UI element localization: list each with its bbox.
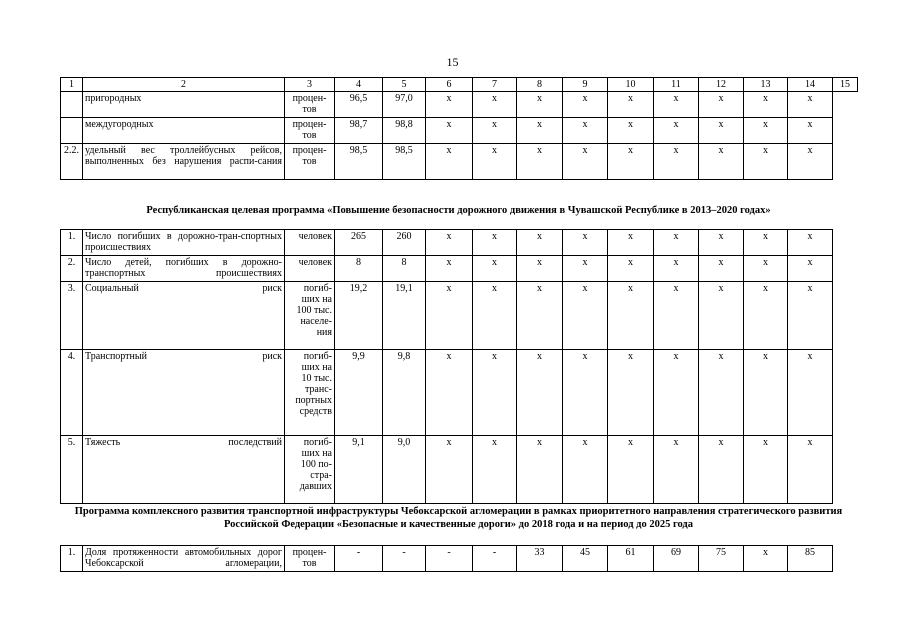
- value-cell: х: [608, 118, 654, 144]
- value-cell: х: [426, 144, 473, 180]
- value-cell: 98,8: [383, 118, 426, 144]
- value-cell: х: [654, 230, 699, 256]
- value-cell: 98,5: [335, 144, 383, 180]
- value-cell: х: [699, 256, 744, 282]
- value-cell: х: [473, 350, 517, 436]
- value-cell: 9,9: [335, 350, 383, 436]
- value-cell: х: [473, 436, 517, 504]
- value-cell: х: [608, 282, 654, 350]
- value-cell: х: [426, 230, 473, 256]
- indicator-name: Транспортный риск: [83, 350, 285, 436]
- value-cell: х: [473, 230, 517, 256]
- table-row: [61, 546, 858, 572]
- column-number: 2: [83, 78, 285, 92]
- column-number: 15: [833, 78, 858, 92]
- row-number: 1.: [61, 546, 83, 572]
- unit-cell: процен- тов: [285, 144, 335, 180]
- indicator-name: Число детей, погибших в дорожно-транспортных происшествиях: [83, 256, 285, 282]
- column-number: 9: [563, 78, 608, 92]
- value-cell: х: [608, 144, 654, 180]
- row-number: [61, 118, 83, 144]
- value-cell: 98,5: [383, 144, 426, 180]
- row-number: 2.: [61, 256, 83, 282]
- value-cell: х: [744, 546, 788, 572]
- value-cell: х: [563, 118, 608, 144]
- value-cell: х: [744, 436, 788, 504]
- unit-cell: погиб- ших на 100 тыс. населе- ния: [285, 282, 335, 350]
- value-cell: х: [744, 350, 788, 436]
- value-cell: 9,8: [383, 350, 426, 436]
- value-cell: х: [788, 436, 833, 504]
- value-cell: х: [517, 118, 563, 144]
- column-number: 5: [383, 78, 426, 92]
- value-cell: х: [608, 350, 654, 436]
- value-cell: х: [788, 118, 833, 144]
- value-cell: х: [788, 282, 833, 350]
- value-cell: х: [699, 230, 744, 256]
- column-number: 7: [473, 78, 517, 92]
- value-cell: х: [788, 256, 833, 282]
- table-row: [61, 350, 858, 436]
- value-cell: х: [473, 256, 517, 282]
- value-cell: х: [654, 436, 699, 504]
- value-cell: х: [608, 230, 654, 256]
- indicator-name: Социальный риск: [83, 282, 285, 350]
- value-cell: х: [473, 118, 517, 144]
- indicator-name: удельный вес троллейбусных рейсов, выполненных без нарушения распи-сания: [83, 144, 285, 180]
- value-cell: 260: [383, 230, 426, 256]
- value-cell: х: [744, 144, 788, 180]
- value-cell: 8: [335, 256, 383, 282]
- value-cell: х: [608, 436, 654, 504]
- value-cell: -: [426, 546, 473, 572]
- value-cell: 33: [517, 546, 563, 572]
- value-cell: х: [517, 230, 563, 256]
- value-cell: 19,2: [335, 282, 383, 350]
- value-cell: х: [744, 118, 788, 144]
- value-cell: х: [699, 118, 744, 144]
- value-cell: х: [563, 92, 608, 118]
- value-cell: х: [426, 282, 473, 350]
- value-cell: х: [563, 436, 608, 504]
- value-cell: х: [699, 144, 744, 180]
- value-cell: 19,1: [383, 282, 426, 350]
- column-number: 11: [654, 78, 699, 92]
- value-cell: х: [426, 256, 473, 282]
- section-title-road-safety: Республиканская целевая программа «Повышение безопасности дорожного движения в Чувашской Республике в 2013–2020 годах»: [146, 205, 771, 216]
- column-number: 12: [699, 78, 744, 92]
- value-cell: 45: [563, 546, 608, 572]
- row-number: [61, 92, 83, 118]
- unit-cell: процен- тов: [285, 546, 335, 572]
- value-cell: х: [426, 350, 473, 436]
- value-cell: х: [473, 92, 517, 118]
- value-cell: х: [744, 230, 788, 256]
- value-cell: х: [473, 144, 517, 180]
- unit-cell: человек: [285, 256, 335, 282]
- table-row: [61, 118, 858, 144]
- value-cell: х: [563, 230, 608, 256]
- value-cell: х: [517, 92, 563, 118]
- row-number: 4.: [61, 350, 83, 436]
- page-number: 15: [446, 55, 459, 69]
- value-cell: х: [654, 256, 699, 282]
- section-title-transport-infrastructure: Программа комплексного развития транспортной инфраструктуры Чебоксарской агломерации в рамках приоритетного направления стратегического развития Российской Федерации «Безопасные и качественные дороги» до 2018 года и на период до 2025 года: [74, 506, 843, 530]
- column-number: 8: [517, 78, 563, 92]
- value-cell: 9,1: [335, 436, 383, 504]
- value-cell: х: [699, 92, 744, 118]
- value-cell: -: [383, 546, 426, 572]
- value-cell: 9,0: [383, 436, 426, 504]
- column-number: 6: [426, 78, 473, 92]
- column-number: 1: [61, 78, 83, 92]
- table-row: [61, 436, 858, 504]
- unit-cell: процен- тов: [285, 92, 335, 118]
- column-number: 4: [335, 78, 383, 92]
- value-cell: 61: [608, 546, 654, 572]
- unit-cell: погиб- ших на 10 тыс. транс- портных средств: [285, 350, 335, 436]
- unit-cell: процен- тов: [285, 118, 335, 144]
- indicator-name: Число погибших в дорожно-тран-спортных происшествиях: [83, 230, 285, 256]
- value-cell: х: [788, 230, 833, 256]
- value-cell: х: [788, 350, 833, 436]
- value-cell: 85: [788, 546, 833, 572]
- column-number-row: [61, 78, 858, 92]
- value-cell: х: [473, 282, 517, 350]
- table-row: [61, 144, 858, 180]
- column-number: 3: [285, 78, 335, 92]
- table-row: [61, 282, 858, 350]
- unit-cell: погиб- ших на 100 по- стра- давших: [285, 436, 335, 504]
- table-row: [61, 230, 858, 256]
- value-cell: х: [654, 144, 699, 180]
- value-cell: х: [426, 436, 473, 504]
- row-number: 3.: [61, 282, 83, 350]
- value-cell: 98,7: [335, 118, 383, 144]
- value-cell: х: [608, 92, 654, 118]
- indicator-name: Тяжесть последствий: [83, 436, 285, 504]
- value-cell: х: [563, 256, 608, 282]
- column-number: 13: [744, 78, 788, 92]
- value-cell: х: [563, 350, 608, 436]
- unit-cell: человек: [285, 230, 335, 256]
- value-cell: 96,5: [335, 92, 383, 118]
- table-row: [61, 92, 858, 118]
- row-number: 1.: [61, 230, 83, 256]
- value-cell: х: [744, 92, 788, 118]
- value-cell: х: [744, 256, 788, 282]
- indicator-name: междугородных: [83, 118, 285, 144]
- value-cell: х: [654, 350, 699, 436]
- transport-infrastructure-table: [60, 545, 858, 572]
- value-cell: -: [473, 546, 517, 572]
- column-number: 14: [788, 78, 833, 92]
- value-cell: х: [517, 350, 563, 436]
- value-cell: х: [517, 436, 563, 504]
- value-cell: х: [699, 350, 744, 436]
- value-cell: х: [654, 92, 699, 118]
- value-cell: х: [608, 256, 654, 282]
- value-cell: х: [788, 144, 833, 180]
- table-row: [61, 256, 858, 282]
- value-cell: 97,0: [383, 92, 426, 118]
- row-number: 5.: [61, 436, 83, 504]
- value-cell: 8: [383, 256, 426, 282]
- value-cell: -: [335, 546, 383, 572]
- value-cell: х: [517, 282, 563, 350]
- value-cell: 75: [699, 546, 744, 572]
- indicator-name: пригородных: [83, 92, 285, 118]
- column-number: 10: [608, 78, 654, 92]
- road-safety-table: [60, 229, 858, 504]
- value-cell: х: [426, 118, 473, 144]
- value-cell: х: [563, 282, 608, 350]
- value-cell: х: [426, 92, 473, 118]
- row-number: 2.2.: [61, 144, 83, 180]
- value-cell: х: [788, 92, 833, 118]
- value-cell: 69: [654, 546, 699, 572]
- value-cell: х: [699, 282, 744, 350]
- indicators-table-continued: [60, 77, 858, 180]
- value-cell: х: [654, 118, 699, 144]
- indicator-name: Доля протяженности автомобильных дорог Чебоксарской агломерации,: [83, 546, 285, 572]
- value-cell: х: [517, 256, 563, 282]
- value-cell: х: [517, 144, 563, 180]
- value-cell: х: [654, 282, 699, 350]
- value-cell: 265: [335, 230, 383, 256]
- value-cell: х: [563, 144, 608, 180]
- value-cell: х: [699, 436, 744, 504]
- value-cell: х: [744, 282, 788, 350]
